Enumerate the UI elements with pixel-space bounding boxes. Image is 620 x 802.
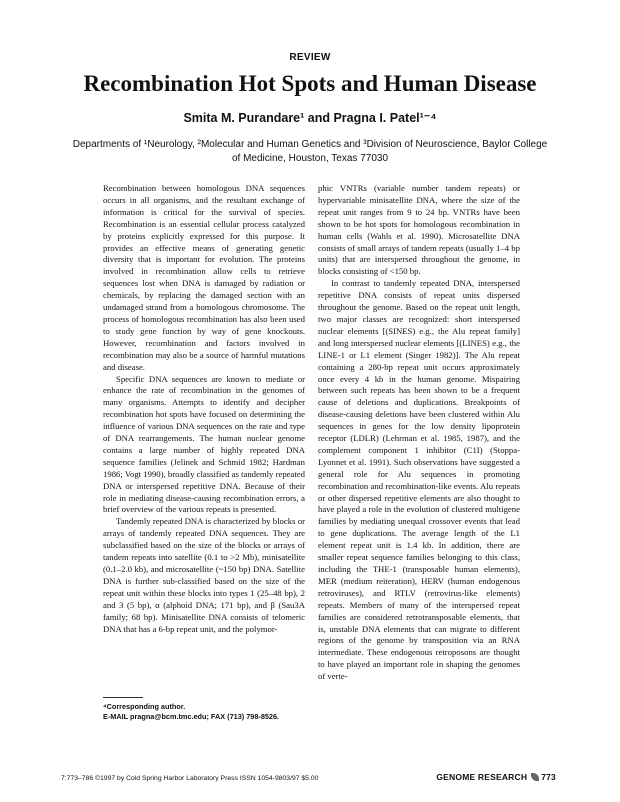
paragraph: Tandemly repeated DNA is characterized by blocks or arrays of tandemly repeated DNA sequences. They are subclassified based on the size of the blocks or arrays of tandem repeats into satellite (0.1 to >2 Mb), minisatellite (0.1–2.0 kb), and microsatellite (~150 bp) DNA. Satellite DNA is further sub-classified based on the size of the repeat unit within these blocks into types 1 (25–48 bp), 2 and 3 (5 bp), α (alphoid DNA; 171 bp), and β (Sau3A family; 68 bp). Minisatellite DNA consists of telomeric DNA that has a 6-bp repeat unit, and the polymor- bbox=[103, 516, 305, 634]
paragraph: In contrast to tandemly repeated DNA, interspersed repetitive DNA consists of repeat units dispersed throughout the genome. Based on the repeat unit length, two major classes are recognized: short interspersed nuclear elements [(SINES) e.g., the Alu repeat family] and long interspersed nuclear elements [(LINES) e.g., the LINE-1 or L1 element (Singer 1982)]. The Alu repeat containing a 280-bp repeat unit occurs approximately once every 4 kb in the human genome. Mispairing between such repeats has been shown to be a frequent cause of deletions and duplications. Breakpoints of disease-causing deletions have been clustered within Alu sequences in genes for the low density lipoprotein receptor (LDLR) (Lehrman et al. 1985, 1987), and the complement component 1 inhibitor (C1I) (Stoppa-Lyonnet et al. 1991). Such observations have suggested a general role for Alu sequences in promoting recombination and recombination-like events. Alu repeats or other dispersed repetitive elements are also thought to have played a role in the evolution of clustered multigene families by mediating unequal crossover events that lead to gene duplications. The average length of the L1 element repeat unit is 1.4 kb. In addition, there are smaller repeat sequence families belonging to this class, including the THE-1 (transposable human elements), MER (medium reiteration), HERV (human endogenous retroviruses), and RTLV (retrovirus-like elements) repeats. Members of many of the interspersed repeat families are considered retrotransposable elements, that is, unstable DNA elements that can migrate to different regions of the genome by transposition via an RNA intermediate. These endogenous retroposons are thought to have played an important role in shaping the genomes of verte- bbox=[318, 278, 520, 682]
contact-info: E-MAIL pragna@bcm.tmc.edu; FAX (713) 798-8526. bbox=[103, 711, 280, 721]
citation-line: 7:773–786 ©1997 by Cold Spring Harbor Laboratory Press ISSN 1054-9803/97 $5.00 bbox=[61, 775, 319, 782]
leaf-icon bbox=[531, 773, 539, 781]
body-column-right bbox=[318, 183, 520, 683]
page-number: 773 bbox=[541, 772, 556, 782]
affiliation: Departments of ¹Neurology, ²Molecular and Human Genetics and ³Division of Neuroscience, Baylor College of Medicine, Houston, Texas 77030 bbox=[72, 139, 548, 164]
section-label: REVIEW bbox=[289, 52, 331, 63]
journal-footer bbox=[436, 772, 556, 782]
footnote-divider bbox=[103, 697, 143, 698]
footnote bbox=[103, 702, 323, 721]
paragraph: phic VNTRs (variable number tandem repeats) or hypervariable minisatellite DNA, where the size of the repeat unit ranges from 9 to 24 bp. VNTRs have been shown to be hot spots for homologous recombination in human cells (Wahls et al. 1990). Microsatellite DNA consists of small arrays of tandem repeats (usually 1–4 bp units) that are interspersed throughout the genome, in blocks consisting of <150 bp. bbox=[318, 183, 520, 277]
paragraph: Recombination between homologous DNA sequences occurs in all organisms, and the resultant exchange of information is critical for the survival of species. Recombination is an essential cellular process catalyzed by proteins explicitly expressed for this purpose. It provides an effective means of generating genetic diversity that is important for evolution. The proteins involved in recombination allow cells to retrieve sequences lost when DNA is damaged by radiation or chemicals, by replacing the damaged section with an undamaged strand from a homologous chromosome. The process of homologous recombination has also been used to study gene function by way of gene knockouts. However, recombination and factors involved in recombination may also be a source of harmful mutations and disease. bbox=[103, 183, 305, 372]
article-title: Recombination Hot Spots and Human Disease bbox=[83, 71, 537, 96]
author-list: Smita M. Purandare¹ and Pragna I. Patel¹⁻⁴ bbox=[183, 111, 437, 125]
paragraph: Specific DNA sequences are known to mediate or enhance the rate of recombination in the genomes of many organisms. Attempts to identify and decipher recombination hot spots have focused on determining the influence of various DNA sequences on the rate and type of DNA rearrangements. The human nuclear genome contains a large number of highly repeated DNA sequence families (Jelinek and Schmid 1982; Hardman 1986; Vogt 1990), broadly classified as tandemly repeated DNA or interspersed repetitive DNA. Because of their role in mediating disease-causing recombination errors, a brief overview of the various repeats is presented. bbox=[103, 373, 305, 515]
corresponding-author-note: ⁴Corresponding author. bbox=[103, 702, 186, 711]
journal-name: GENOME RESEARCH bbox=[436, 772, 528, 782]
body-column-left bbox=[103, 183, 305, 635]
